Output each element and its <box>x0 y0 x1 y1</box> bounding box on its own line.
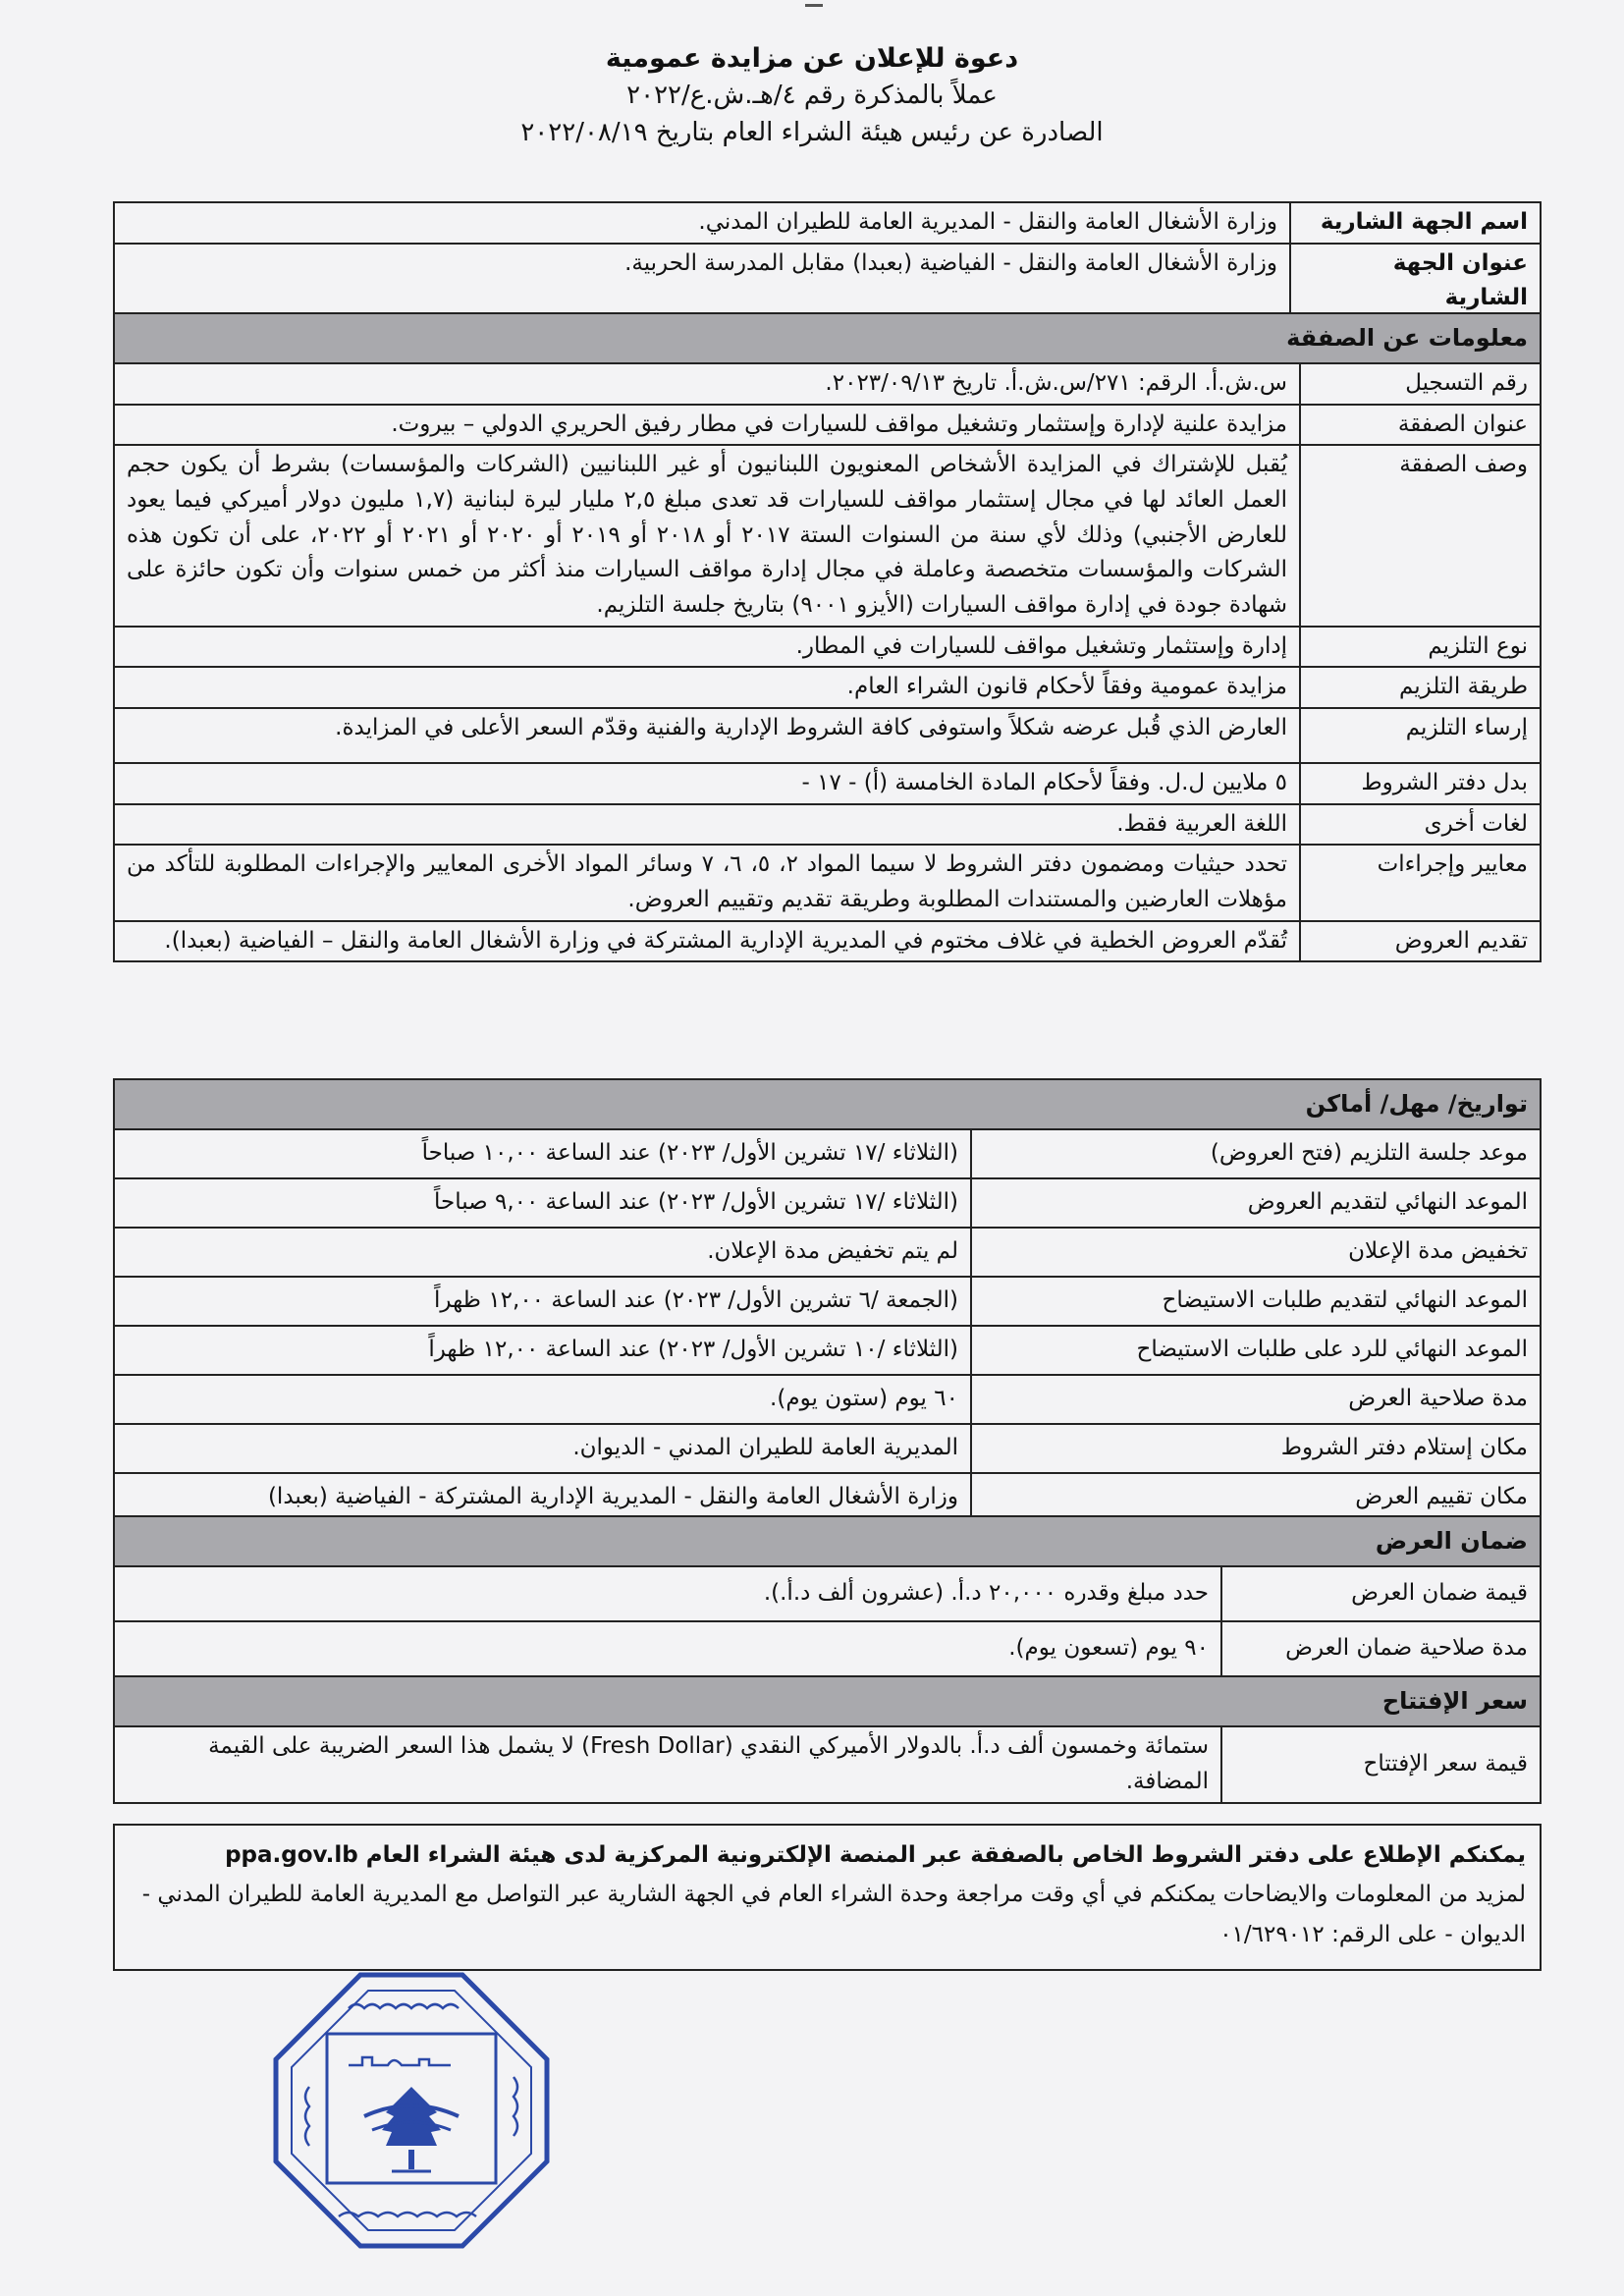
dates-row-label: مكان إستلام دفتر الشروط <box>971 1424 1541 1473</box>
section-header-row <box>114 1079 1541 1129</box>
dates-row-label: الموعد النهائي للرد على طلبات الاستيضاح <box>971 1326 1541 1375</box>
memo-reference: عملاً بالمذكرة رقم ٤/هـ.ش.ع/٢٠٢٢ <box>626 81 998 111</box>
dates-row-value: (الثلاثاء /١٧ تشرين الأول/ ٢٠٢٣) عند الساعة ١٠,٠٠ صباحاً <box>114 1129 971 1178</box>
dates-row-value: (الثلاثاء /١٠ تشرين الأول/ ٢٠٢٣) عند الساعة ١٢,٠٠ ظهراً <box>114 1326 971 1375</box>
guarantee-row-value: ٩٠ يوم (تسعون يوم). <box>114 1621 1221 1676</box>
document-header <box>0 39 1624 152</box>
table-row <box>114 244 1541 319</box>
entity-address-label: عنوان الجهة الشارية <box>1290 244 1541 319</box>
guarantee-row-label: مدة صلاحية ضمان العرض <box>1221 1621 1541 1676</box>
table-row <box>114 845 1541 920</box>
deal-row-label: عنوان الصفقة <box>1300 405 1541 446</box>
table-row <box>114 1424 1541 1473</box>
table-row <box>114 1726 1541 1802</box>
deal-row-label: لغات أخرى <box>1300 804 1541 846</box>
document-title: دعوة للإعلان عن مزايدة عمومية <box>605 43 1019 74</box>
deal-section-title: معلومات عن الصفقة <box>114 313 1541 363</box>
deal-row-value: تُقدّم العروض الخطية في غلاف مختوم في المديرية الإدارية المشتركة في وزارة الأشغال العامة والنقل – الفياضية (بعبدا). <box>114 921 1300 962</box>
table-row <box>114 708 1541 763</box>
entity-table <box>113 201 1542 320</box>
deal-row-value: يُقبل للإشتراك في المزايدة الأشخاص المعنويون اللبنانيون أو غير اللبنانيين (الشركات والمؤسسات) بشرط أن يكون حجم العمل العائد لها في مجال إستثمار مواقف للسيارات قد تعدى مبلغ ٢,٥ مليار ليرة لبنانية (١,٧ مليون دولار أميركي فيما يعود للعارض الأجنبي) وذلك لأي سنة من السنوات الستة ٢٠١٧ أو ٢٠١٨ أو ٢٠١٩ أو ٢٠٢٠ أو ٢٠٢١ أو ٢٠٢٢، على أن تكون هذه الشركات والمؤسسات متخصصة وعاملة في مجال إدارة مواقف السيارات منذ أكثر من خمس سنوات وأن تكون حائزة على شهادة جودة في إدارة مواقف السيارات (الأيزو ٩٠٠١) بتاريخ جلسة التلزيم. <box>114 445 1300 626</box>
entity-address-value: وزارة الأشغال العامة والنقل - الفياضية (بعبدا) مقابل المدرسة الحربية. <box>114 244 1290 319</box>
opening-price-label: قيمة سعر الإفتتاح <box>1221 1726 1541 1802</box>
official-seal-icon <box>270 1969 553 2252</box>
guarantee-row-label: قيمة ضمان العرض <box>1221 1566 1541 1621</box>
guarantee-row-value: حدد مبلغ وقدره ٢٠,٠٠٠ د.أ. (عشرون ألف د.أ.). <box>114 1566 1221 1621</box>
dates-row-value: (الثلاثاء /١٧ تشرين الأول/ ٢٠٢٣) عند الساعة ٩,٠٠ صباحاً <box>114 1178 971 1228</box>
table-row <box>114 1621 1541 1676</box>
dates-row-label: تخفيض مدة الإعلان <box>971 1228 1541 1277</box>
deal-row-label: معايير وإجراءات <box>1300 845 1541 920</box>
guarantee-table <box>113 1515 1542 1804</box>
dates-row-label: مكان تقييم العرض <box>971 1473 1541 1522</box>
opening-price-value: ستمائة وخمسون ألف د.أ. بالدولار الأميركي النقدي (Fresh Dollar) لا يشمل هذا السعر الضريبة على القيمة المضافة. <box>114 1726 1221 1802</box>
dates-row-value: المديرية العامة للطيران المدني - الديوان. <box>114 1424 971 1473</box>
table-row <box>114 363 1541 405</box>
table-row <box>114 1375 1541 1424</box>
dates-row-value: لم يتم تخفيض مدة الإعلان. <box>114 1228 971 1277</box>
guarantee-section-title: ضمان العرض <box>114 1516 1541 1566</box>
deal-row-value: مزايدة عمومية وفقاً لأحكام قانون الشراء العام. <box>114 667 1300 708</box>
table-row <box>114 1178 1541 1228</box>
deal-row-label: رقم التسجيل <box>1300 363 1541 405</box>
notice-box <box>113 1824 1542 1971</box>
section-header-row <box>114 1516 1541 1566</box>
table-row <box>114 1326 1541 1375</box>
opening-section-title: سعر الإفتتاح <box>114 1676 1541 1726</box>
deal-row-value: مزايدة علنية لإدارة وإستثمار وتشغيل مواقف للسيارات في مطار رفيق الحريري الدولي – بيروت. <box>114 405 1300 446</box>
table-row <box>114 1129 1541 1178</box>
dates-section-title: تواريخ/ مهل/ أماكن <box>114 1079 1541 1129</box>
deal-row-value: العارض الذي قُبل عرضه شكلاً واستوفى كافة الشروط الإدارية والفنية وقدّم السعر الأعلى في المزايدة. <box>114 708 1300 763</box>
table-row <box>114 202 1541 244</box>
deal-info-table <box>113 312 1542 962</box>
dates-row-label: مدة صلاحية العرض <box>971 1375 1541 1424</box>
deal-row-label: طريقة التلزيم <box>1300 667 1541 708</box>
deal-row-label: نوع التلزيم <box>1300 627 1541 668</box>
deal-row-value: تحدد حيثيات ومضمون دفتر الشروط لا سيما المواد ٢، ٥، ٦، ٧ وسائر المواد الأخرى المعايير والإجراءات المطلوبة للتأكد من مؤهلات العارضين والمستندات المطلوبة وطريقة تقديم وتقييم العروض. <box>114 845 1300 920</box>
table-row <box>114 804 1541 846</box>
table-row <box>114 405 1541 446</box>
notice-line-1 <box>129 1835 1526 1875</box>
dates-row-value: ٦٠ يوم (ستون يوم). <box>114 1375 971 1424</box>
deal-row-value: ٥ ملايين ل.ل. وفقاً لأحكام المادة الخامسة (أ) - ١٧ - <box>114 763 1300 804</box>
table-row <box>114 1228 1541 1277</box>
entity-name-value: وزارة الأشغال العامة والنقل - المديرية العامة للطيران المدني. <box>114 202 1290 244</box>
dates-row-value: وزارة الأشغال العامة والنقل - المديرية الإدارية المشتركة - الفياضية (بعبدا) <box>114 1473 971 1522</box>
table-row <box>114 1566 1541 1621</box>
dates-row-label: موعد جلسة التلزيم (فتح العروض) <box>971 1129 1541 1178</box>
entity-name-label: اسم الجهة الشارية <box>1290 202 1541 244</box>
deal-row-label: تقديم العروض <box>1300 921 1541 962</box>
notice-line-2: لمزيد من المعلومات والايضاحات يمكنكم في أي وقت مراجعة وحدة الشراء العام في الجهة الشارية عبر التواصل مع المديرية العامة للطيران المدني - الديوان - على الرقم: ٠١/٦٢٩٠١٢ <box>141 1882 1526 1947</box>
issue-line: الصادرة عن رئيس هيئة الشراء العام بتاريخ ٢٠٢٢/٠٨/١٩ <box>520 117 1104 147</box>
table-row <box>114 1277 1541 1326</box>
deal-row-value: إدارة وإستثمار وتشغيل مواقف للسيارات في المطار. <box>114 627 1300 668</box>
dates-row-label: الموعد النهائي لتقديم العروض <box>971 1178 1541 1228</box>
section-header-row <box>114 1676 1541 1726</box>
notice-platform-text: يمكنكم الإطلاع على دفتر الشروط الخاص بالصفقة عبر المنصة الإلكترونية المركزية لدى هيئة الشراء العام <box>365 1842 1526 1868</box>
dates-row-label: الموعد النهائي لتقديم طلبات الاستيضاح <box>971 1277 1541 1326</box>
deal-row-value: س.ش.أ. الرقم: ٢٧١/س.ش.أ. تاريخ ٢٠٢٣/٠٩/١٣. <box>114 363 1300 405</box>
deal-row-label: بدل دفتر الشروط <box>1300 763 1541 804</box>
deal-row-value: اللغة العربية فقط. <box>114 804 1300 846</box>
dates-table <box>113 1078 1542 1523</box>
table-row <box>114 627 1541 668</box>
table-row <box>114 445 1541 626</box>
table-row <box>114 921 1541 962</box>
table-row <box>114 667 1541 708</box>
section-header-row <box>114 313 1541 363</box>
deal-row-label: وصف الصفقة <box>1300 445 1541 626</box>
deal-row-label: إرساء التلزيم <box>1300 708 1541 763</box>
dates-row-value: (الجمعة /٦ تشرين الأول/ ٢٠٢٣) عند الساعة ١٢,٠٠ ظهراً <box>114 1277 971 1326</box>
table-row <box>114 763 1541 804</box>
scan-mark <box>805 4 823 7</box>
platform-link[interactable]: ppa.gov.lb <box>225 1842 358 1868</box>
